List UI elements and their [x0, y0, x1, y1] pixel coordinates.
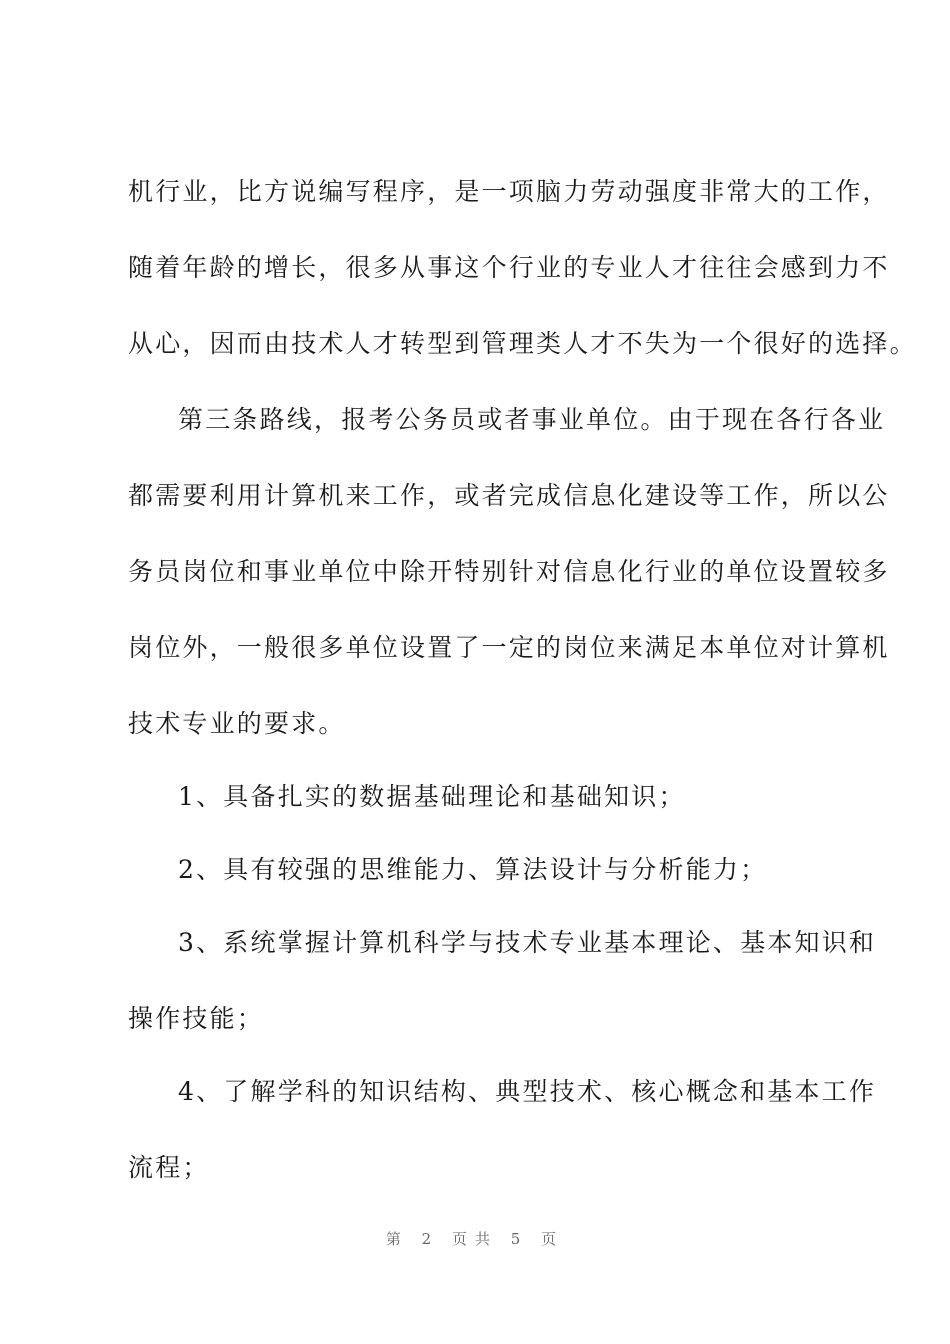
- paragraph-line: 岗位外，一般很多单位设置了一定的岗位来满足本单位对计算机: [128, 633, 890, 662]
- list-item-line: 流程；: [128, 1153, 210, 1182]
- list-item-line: 3、系统掌握计算机科学与技术专业基本理论、基本知识和: [178, 928, 877, 957]
- list-item-line: 操作技能；: [128, 1004, 265, 1033]
- paragraph-line: 随着年龄的增长，很多从事这个行业的专业人才往往会感到力不: [128, 253, 890, 282]
- list-item-line: 2、具有较强的思维能力、算法设计与分析能力；: [178, 855, 768, 884]
- paragraph-line: 技术专业的要求。: [128, 709, 346, 738]
- paragraph-line: 都需要利用计算机来工作，或者完成信息化建设等工作，所以公: [128, 481, 890, 510]
- list-item-line: 4、了解学科的知识结构、典型技术、核心概念和基本工作: [178, 1077, 877, 1106]
- paragraph-line: 务员岗位和事业单位中除开特别针对信息化行业的单位设置较多: [128, 557, 890, 586]
- page-number-footer: 第 2 页共 5 页: [385, 1230, 565, 1248]
- paragraph-line: 从心，因而由技术人才转型到管理类人才不失为一个很好的选择。: [128, 329, 917, 358]
- list-item-line: 1、具备扎实的数据基础理论和基础知识；: [178, 782, 686, 811]
- paragraph-line: 机行业，比方说编写程序，是一项脑力劳动强度非常大的工作，: [128, 177, 890, 206]
- paragraph-line: 第三条路线，报考公务员或者事业单位。由于现在各行各业: [178, 405, 886, 434]
